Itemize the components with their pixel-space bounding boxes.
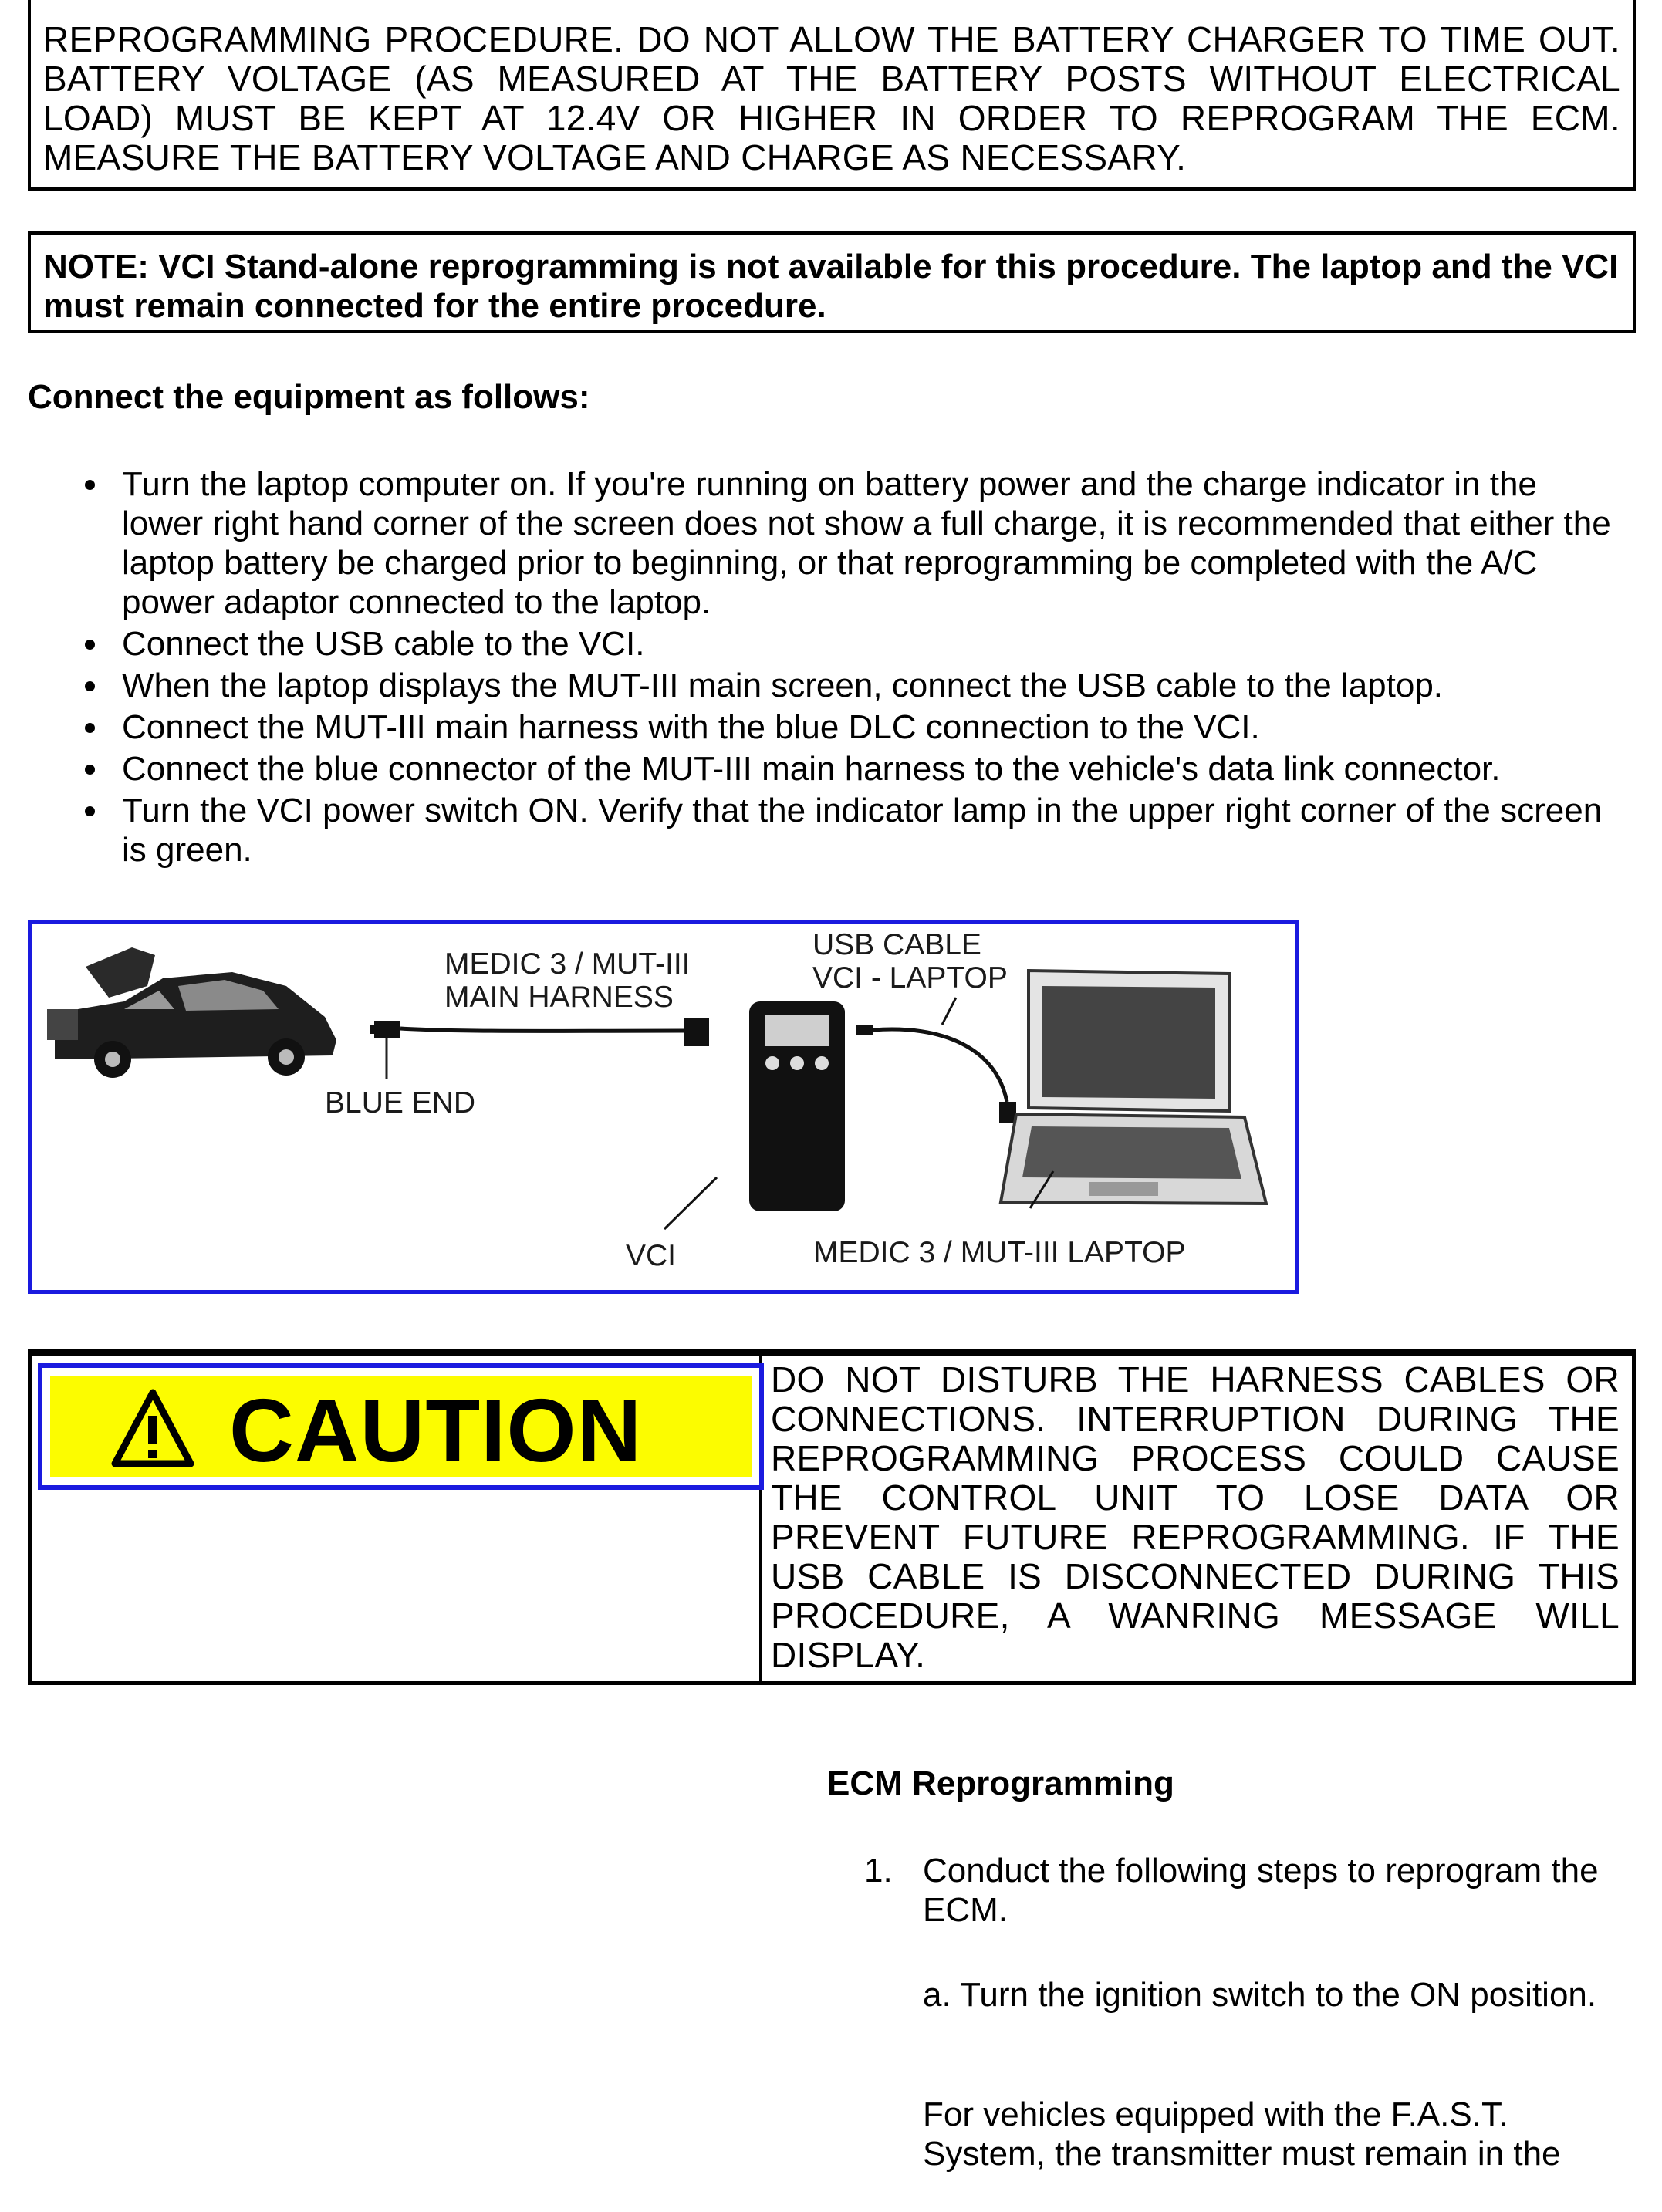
note-box: [28, 231, 1636, 333]
caution-table: [28, 1349, 1636, 1685]
connect-steps-list: [77, 464, 1613, 872]
blue-end-label: BLUE END: [325, 1086, 476, 1120]
usb-cable-label: USB CABLE VCI - LAPTOP: [812, 928, 1008, 995]
battery-warning-text: REPROGRAMMING PROCEDURE. DO NOT ALLOW THE BATTERY CHARGER TO TIME OUT. BATTERY VOLTAGE (AS MEASURED AT THE BATTERY POSTS WITHOUT ELECTRICAL LOAD) MUST BE KEPT AT 12.4V OR HIGHER IN ORDER TO REPROGRAM THE ECM. MEASURE THE BATTERY VOLTAGE AND CHARGE AS NECESSARY.: [43, 19, 1620, 177]
step-number: 1.: [864, 1852, 893, 1889]
bullet-icon: [85, 765, 95, 775]
laptop-label: MEDIC 3 / MUT-III LAPTOP: [813, 1236, 1186, 1269]
harness-label: MEDIC 3 / MUT-III MAIN HARNESS: [444, 947, 691, 1014]
car-icon: [47, 947, 336, 1078]
list-item: Turn the VCI power switch ON. Verify that the indicator lamp in the upper right corner of the screen is green.: [77, 791, 1613, 870]
caution-text-cell: [771, 1360, 1620, 1675]
caution-text: DO NOT DISTURB THE HARNESS CABLES OR CONNECTIONS. INTERRUPTION DURING THE REPROGRAMMING PROCESS COULD CAUSE THE CONTROL UNIT TO LOSE DATA OR PREVENT FUTURE REPROGRAMMING. IF THE USB CABLE IS DISCONNECTED DURING THIS PROCEDURE, A WANRING MESSAGE WILL DISPLAY.: [771, 1359, 1620, 1675]
caution-badge-fill: [50, 1376, 752, 1481]
vci-label: VCI: [626, 1239, 677, 1272]
bullet-icon: [85, 640, 95, 650]
step-1-text: Conduct the following steps to reprogram the ECM.: [923, 1852, 1599, 1929]
bullet-icon: [85, 723, 95, 733]
list-item: Connect the blue connector of the MUT-III main harness to the vehicle's data link connector.: [77, 749, 1613, 789]
list-item: Connect the MUT-III main harness with the blue DLC connection to the VCI.: [77, 708, 1613, 747]
connect-heading: Connect the equipment as follows:: [28, 378, 590, 416]
fast-system-note: For vehicles equipped with the F.A.S.T. System, the transmitter must remain in the: [923, 2095, 1561, 2173]
step-1a-text: a. Turn the ignition switch to the ON position.: [923, 1976, 1597, 2014]
list-item: Turn the laptop computer on. If you're running on battery power and the charge indicator in the lower right hand corner of the screen does not show a full charge, it is recommended that either the laptop battery be charged prior to beginning, or that reprogramming be completed with the A/C power adaptor connected to the laptop.: [77, 464, 1613, 622]
list-item: Connect the USB cable to the VCI.: [77, 624, 1613, 664]
warning-triangle-icon: [110, 1388, 195, 1468]
bullet-icon: [85, 480, 95, 490]
ecm-reprogramming-title: ECM Reprogramming: [827, 1765, 1174, 1802]
battery-warning-box: [28, 0, 1636, 191]
caution-badge: [38, 1363, 764, 1490]
caution-badge-cell: [32, 1356, 762, 1681]
note-text: NOTE: VCI Stand-alone reprogramming is not available for this procedure. The laptop and the VCI must remain connected for the entire procedure.: [43, 248, 1619, 325]
list-item: When the laptop displays the MUT-III main screen, connect the USB cable to the laptop.: [77, 666, 1613, 705]
equipment-connection-figure: [28, 920, 1299, 1294]
bullet-icon: [85, 806, 95, 816]
bullet-icon: [85, 681, 95, 691]
usb-cable: [856, 998, 1016, 1123]
laptop-icon: [1001, 971, 1266, 1208]
caution-word: CAUTION: [229, 1380, 643, 1481]
main-harness-cable: [370, 1018, 709, 1079]
